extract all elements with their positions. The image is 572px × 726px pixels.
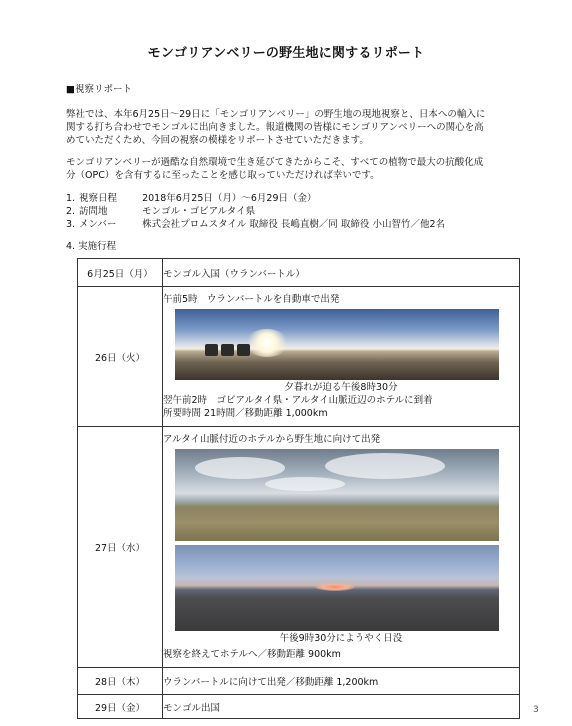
activity-line: 所要時間 21時間／移動距離 1,000km <box>163 408 328 419</box>
activity-line: 午前5時 ウランバートルを自動車で出発 <box>163 294 340 305</box>
table-row <box>78 259 520 287</box>
date-cell: 6月25日（月） <box>78 259 163 287</box>
cloud <box>325 453 445 479</box>
activity-cell: モンゴル出国 <box>163 695 520 719</box>
date-cell: 29日（金） <box>78 695 163 719</box>
vehicle <box>205 344 218 356</box>
photo-caption: 夕暮れが迫る午後8時30分 <box>284 382 398 393</box>
intro-line-3: めていただくため、今回の視察の模様をリポートさせていただきます。 <box>66 135 369 146</box>
page-title: モンゴリアンベリーの野生地に関するリポート <box>147 46 425 61</box>
statement-line-1: モンゴリアンベリーが過酷な自然環境で生き延びてきたからこそ、すべての植物で最大の抗酸化成 <box>66 157 484 168</box>
cloud <box>195 457 285 479</box>
activity-line: 翌午前2時 ゴビアルタイ県・アルタイ山脈近辺のホテルに到着 <box>163 395 433 406</box>
activity-cell <box>163 287 520 427</box>
date-cell: 26日（火） <box>78 287 163 427</box>
table-row <box>78 287 520 427</box>
itinerary-heading: 4. 実施行程 <box>66 241 117 252</box>
table-row <box>78 427 520 668</box>
activity-cell: モンゴル入国（ウランバートル） <box>163 259 520 287</box>
vehicle <box>221 344 234 356</box>
detail-item-location: 2. 訪問地 モンゴル・ゴビアルタイ県 <box>66 206 256 217</box>
intro-line-2: 関する打ち合わせでモンゴルに出向きました。報道機関の皆様にモンゴリアンベリーへの関心を高 <box>66 122 484 133</box>
activity-cell: ウランバートルに向けて出発／移動距離 1,200km <box>163 668 520 695</box>
activity-line: アルタイ山脈付近のホテルから野生地に向けて出発 <box>163 434 381 445</box>
table-row <box>78 695 520 719</box>
cloud <box>265 477 345 491</box>
photo-caption: 午後9時30分にようやく日没 <box>279 633 403 644</box>
activity-cell <box>163 427 520 668</box>
steppe-photo <box>175 449 499 541</box>
date-cell: 28日（木） <box>78 668 163 695</box>
dusk-landscape-photo <box>175 309 499 380</box>
vehicle <box>237 344 250 356</box>
intro-line-1: 弊社では、本年6月25日～29日に「モンゴリアンベリー」の野生地の現地視察と、日本への輸入に <box>66 109 486 120</box>
activity-line: 視察を終えてホテルへ／移動距離 900km <box>163 649 341 660</box>
sun-glare <box>245 329 289 357</box>
date-cell: 27日（水） <box>78 427 163 668</box>
detail-item-dates: 1. 視察日程 2018年6月25日（月）～6月29日（金） <box>66 193 317 204</box>
schedule-table <box>77 258 520 719</box>
page-number: 3 <box>533 705 539 715</box>
sunset-glow <box>315 583 355 591</box>
statement-line-2: 分（OPC）を含有するに至ったことを感じ取っていただければ幸いです。 <box>66 170 380 181</box>
table-row <box>78 668 520 695</box>
section-heading: ■視察リポート <box>66 84 132 95</box>
sunset-photo <box>175 545 499 631</box>
detail-item-members: 3. メンバー 株式会社プロムスタイル 取締役 長嶋直樹／同 取締役 小山智竹／他2名 <box>66 219 445 230</box>
